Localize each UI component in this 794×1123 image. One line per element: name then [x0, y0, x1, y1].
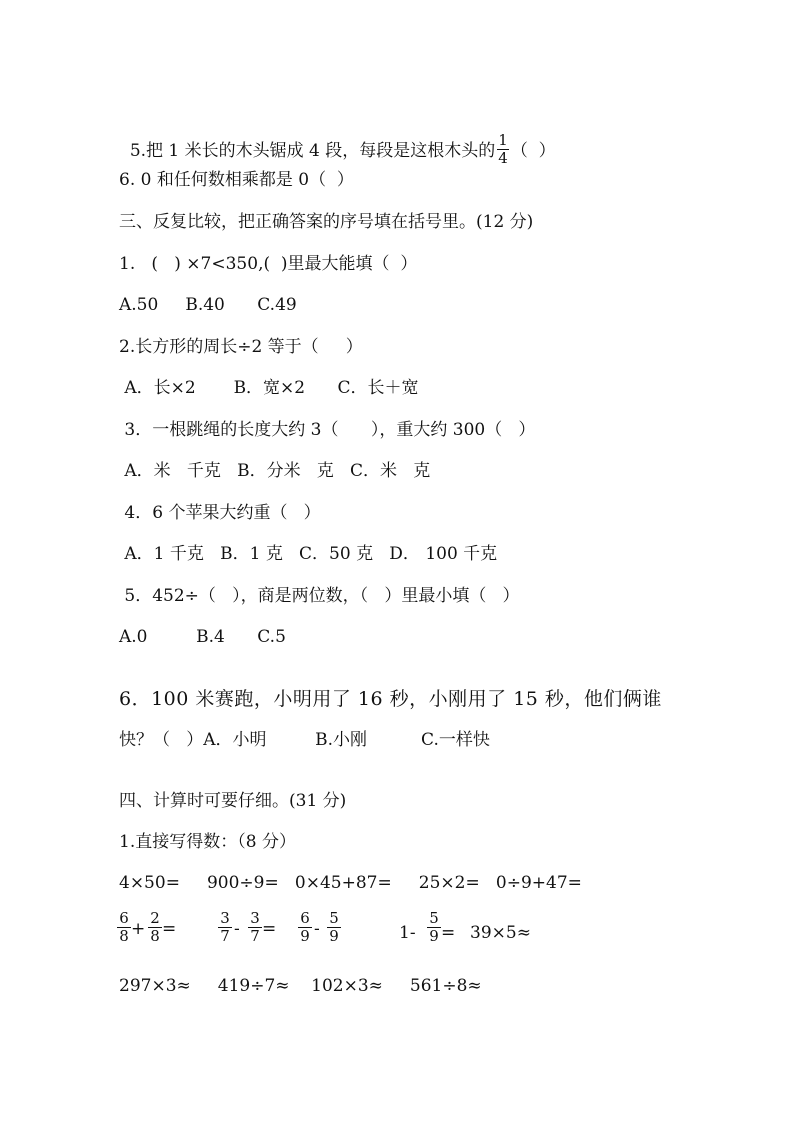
section3-heading: 三、反复比较，把正确答案的序号填在括号里。(12 分) — [119, 212, 534, 232]
fraction-5-9-b — [427, 910, 441, 945]
fraction-2-8 — [148, 910, 162, 945]
one-minus: 1- — [399, 923, 416, 943]
choice-question-3-options: A．米 千克 B．分米 克 C．米 克 — [119, 461, 431, 481]
minus-sign: - — [234, 919, 240, 939]
fraction-denominator: 4 — [498, 149, 508, 167]
section4-heading: 四、计算时可要仔细。(31 分) — [119, 791, 347, 811]
judge-q5-bracket: （ ） — [510, 141, 556, 161]
equals-sign: = — [441, 923, 456, 943]
calc-row-2 — [0, 906, 794, 962]
judge-q5-text: 5.把 1 米长的木头锯成 4 段，每段是这根木头的 — [129, 141, 496, 161]
choice-question-6-options: 快？（ ）A．小明 B.小刚 C.一样快 — [119, 730, 490, 750]
fraction-numerator: 3 — [218, 910, 232, 928]
fraction-denominator: 8 — [119, 927, 129, 945]
fraction-denominator: 7 — [220, 927, 230, 945]
choice-question-4: 4．6 个苹果大约重（ ） — [119, 503, 321, 523]
choice-question-5-options: A.0 B.4 C.5 — [119, 627, 286, 647]
judge-question-5 — [119, 112, 556, 169]
fraction-denominator: 7 — [250, 927, 260, 945]
fraction-numerator: 5 — [327, 910, 341, 928]
judge-question-6: 6. 0 和任何数相乘都是 0（ ） — [119, 170, 354, 190]
fraction-numerator: 3 — [248, 910, 262, 928]
fraction-denominator: 9 — [429, 927, 439, 945]
calc-row-1: 4×50= 900÷9= 0×45+87= 25×2= 0÷9+47= — [119, 873, 582, 893]
plus-sign: + — [131, 919, 146, 939]
judge-q5-fraction — [497, 132, 509, 167]
fraction-6-9 — [298, 910, 312, 945]
minus-sign: - — [314, 919, 320, 939]
choice-question-4-options: A．1 千克 B．1 克 C．50 克 D． 100 千克 — [119, 544, 498, 564]
section4-sub1: 1.直接写得数：（8 分） — [119, 832, 296, 852]
choice-question-2: 2.长方形的周长÷2 等于（ ） — [119, 337, 363, 357]
fraction-denominator: 8 — [150, 927, 160, 945]
equals-sign: = — [262, 919, 277, 939]
fraction-3-7-b — [248, 910, 262, 945]
fraction-numerator: 6 — [117, 910, 131, 928]
fraction-numerator: 6 — [298, 910, 312, 928]
calc-39x5: 39×5≈ — [470, 923, 531, 943]
choice-question-1: 1. ( ) ×7<350,( )里最大能填（ ） — [119, 254, 418, 274]
fraction-denominator: 9 — [329, 927, 339, 945]
fraction-denominator: 9 — [300, 927, 310, 945]
fraction-5-9-a — [327, 910, 341, 945]
fraction-numerator: 1 — [498, 131, 508, 149]
equals-sign: = — [162, 919, 177, 939]
choice-question-2-options: A．长×2 B．宽×2 C．长＋宽 — [119, 378, 419, 398]
choice-question-3: 3．一根跳绳的长度大约 3（ ），重大约 300（ ） — [119, 420, 536, 440]
choice-question-5: 5．452÷（ ），商是两位数，（ ）里最小填（ ） — [119, 586, 520, 606]
fraction-numerator: 5 — [427, 910, 441, 928]
choice-question-1-options: A.50 B.40 C.49 — [119, 295, 297, 315]
fraction-6-8 — [117, 910, 131, 945]
fraction-3-7-a — [218, 910, 232, 945]
calc-row-3: 297×3≈ 419÷7≈ 102×3≈ 561÷8≈ — [119, 976, 482, 996]
fraction-numerator: 2 — [148, 910, 162, 928]
choice-question-6: 6．100 米赛跑，小明用了 16 秒，小刚用了 15 秒，他们俩谁 — [119, 688, 662, 710]
